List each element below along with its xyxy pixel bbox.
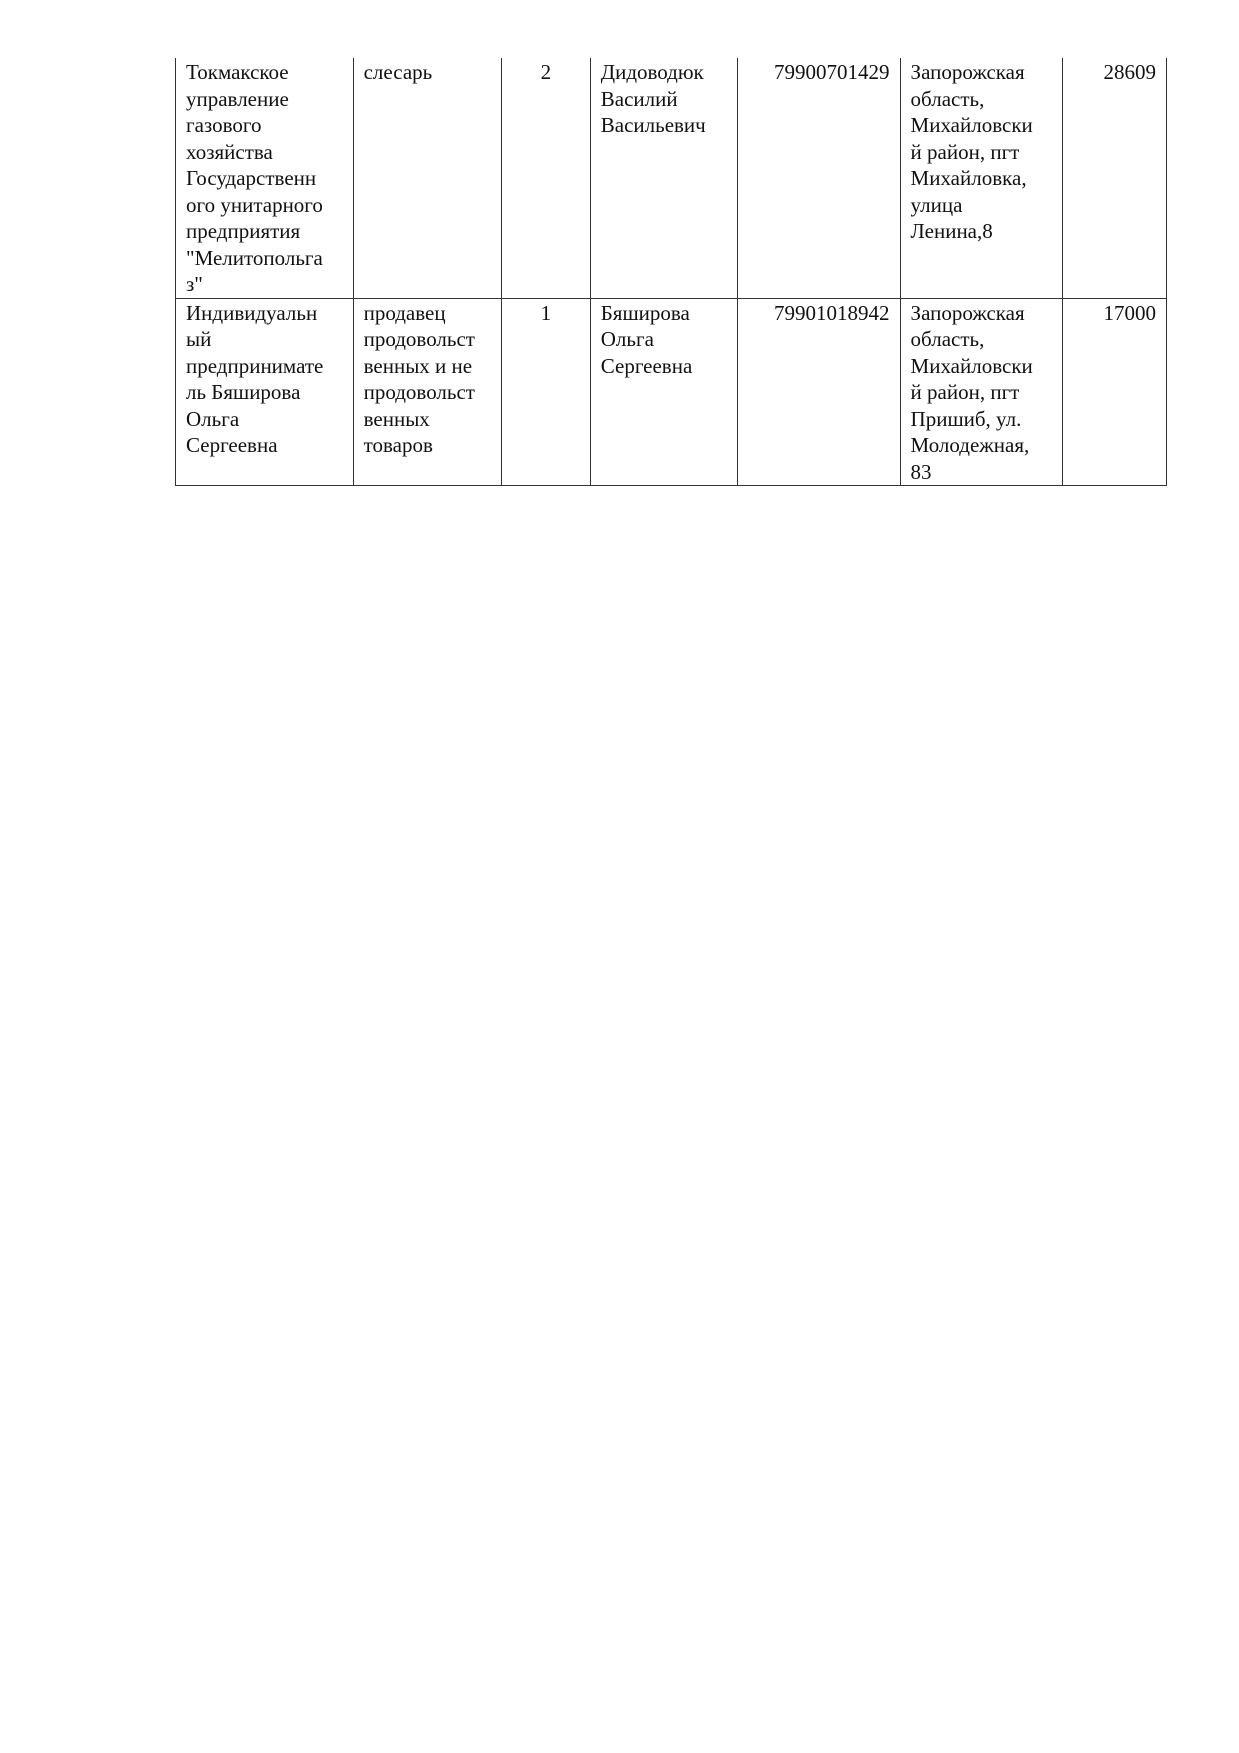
address-line: Запорожская [910, 300, 1025, 325]
employer-line: предприятия [186, 219, 301, 243]
vacancy-count-cell: 2 [501, 58, 590, 298]
address-cell [900, 58, 1062, 298]
employer-line: управление [186, 86, 289, 111]
profession-line: продовольст [363, 380, 475, 404]
address-line: Пришиб, ул. [910, 406, 1022, 431]
employer-line: "Мелитопольга [186, 245, 323, 270]
address-line: Запорожская [910, 60, 1025, 84]
address-line: Михайловски [910, 113, 1033, 137]
table-row [176, 58, 1167, 298]
address-line: й район, пгт [910, 380, 1020, 404]
employer-line: Государственн [186, 166, 317, 190]
employer-line: Индивидуальн [186, 300, 318, 325]
employer-line: ый [186, 327, 212, 351]
address-line: 83 [910, 459, 932, 484]
profession-cell [353, 58, 501, 298]
employer-line: предпринимате [186, 353, 324, 378]
profession-line: слесарь [363, 60, 433, 84]
vacancy-count-cell: 1 [501, 298, 590, 486]
profession-line: продавец [363, 300, 446, 325]
address-line: й район, пгт [910, 139, 1020, 164]
address-line: Молодежная, [910, 433, 1030, 457]
employer-line: газового [186, 113, 262, 137]
employer-cell [176, 58, 354, 298]
vacancy-table [175, 58, 1167, 486]
employer-line: Ольга [186, 406, 240, 431]
address-line: Ленина,8 [910, 219, 993, 243]
employer-line: ль Бяширова [186, 380, 301, 404]
salary-cell: 17000 [1063, 298, 1167, 486]
address-line: Михайловка, [910, 166, 1027, 190]
contact-person-cell [590, 58, 737, 298]
address-cell [900, 298, 1062, 486]
contact-line: Васильевич [600, 113, 706, 137]
address-line: улица [910, 192, 963, 217]
profession-line: венных [363, 406, 430, 431]
employer-line: ого унитарного [186, 192, 323, 217]
salary-cell: 28609 [1063, 58, 1167, 298]
profession-cell [353, 298, 501, 486]
table-row [176, 298, 1167, 486]
address-line: область, [910, 86, 985, 111]
address-line: Михайловски [910, 353, 1033, 378]
phone-cell: 79900701429 [738, 58, 900, 298]
contact-person-cell [590, 298, 737, 486]
profession-line: продовольст [363, 327, 475, 351]
employer-line: хозяйства [186, 139, 273, 164]
employer-line: з" [186, 272, 203, 296]
contact-line: Бяширова [600, 300, 690, 325]
profession-line: товаров [363, 433, 433, 457]
employer-line: Токмакское [186, 60, 289, 84]
employer-cell [176, 298, 354, 486]
address-line: область, [910, 327, 985, 351]
contact-line: Сергеевна [600, 353, 693, 378]
phone-cell: 79901018942 [738, 298, 900, 486]
profession-line: венных и не [363, 353, 473, 378]
contact-line: Василий [600, 86, 678, 111]
contact-line: Дидоводюк [600, 60, 704, 84]
employer-line: Сергеевна [186, 433, 278, 457]
contact-line: Ольга [600, 327, 654, 351]
